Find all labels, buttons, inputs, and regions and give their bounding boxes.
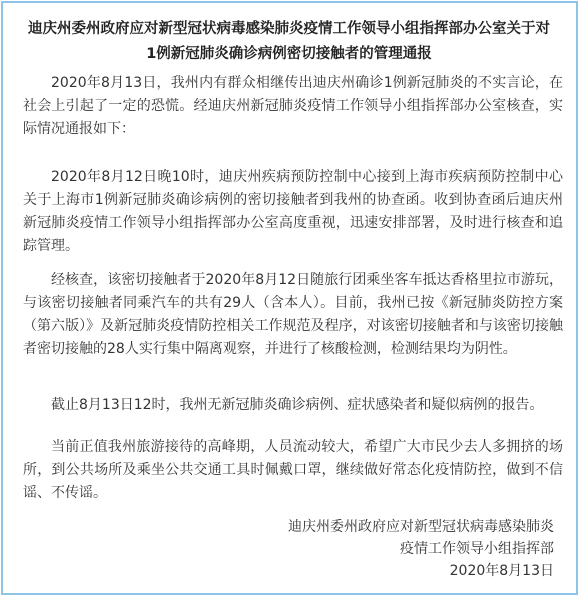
notice-document [1, 1, 578, 595]
signature-date: 2020年8月13日 [449, 563, 554, 579]
notice-title: 迪庆州委州政府应对新型冠状病毒感染肺炎疫情工作领导小组指挥部办公室关于对1例新冠肺炎确诊病例密切接触者的管理通报 [28, 21, 550, 62]
paragraph-1: 2020年8月13日，我州内有群众相继传出迪庆州确诊1例新冠肺炎的不实言论，在社会上引起了一定的恐慌。经迪庆州新冠肺炎疫情工作领导小组指挥部办公室核查，实际情况通报如下： [23, 75, 563, 137]
paragraph-3: 经核查，该密切接触者于2020年8月12日随旅行团乘坐客车抵达香格里拉市游玩，与该密切接触者同乘汽车的共有29人（含本人）。目前，我州已按《新冠肺炎防控方案（第六版）》及新冠肺炎疫情防控相关工作规范及程序，对该密切接触者和与该密切接触者密切接触的28人实行集中隔离观察，并进行了核酸检测，检测结果均为阴性。 [23, 272, 563, 357]
signature-issuer: 迪庆州委州政府应对新型冠状病毒感染肺炎 [288, 519, 554, 535]
signature-office: 疫情工作领导小组指挥部 [400, 541, 554, 557]
paragraph-5: 当前正值我州旅游接待的高峰期，人员流动较大，希望广大市民少去人多拥挤的场所，到公共场所及乘坐公共交通工具时佩戴口罩，继续做好常态化疫情防控，做到不信谣、不传谣。 [23, 439, 563, 501]
paragraph-4: 截止8月13日12时，我州无新冠肺炎确诊病例、症状感染者和疑似病例的报告。 [51, 397, 544, 413]
paragraph-2: 2020年8月12日晚10时，迪庆州疾病预防控制中心接到上海市疾病预防控制中心关于上海市1例新冠肺炎确诊病例的密切接触者到我州的协查函。收到协查函后迪庆州新冠肺炎疫情工作领导小组指挥部办公室高度重视，迅速安排部署，及时进行核查和追踪管理。 [23, 169, 563, 254]
